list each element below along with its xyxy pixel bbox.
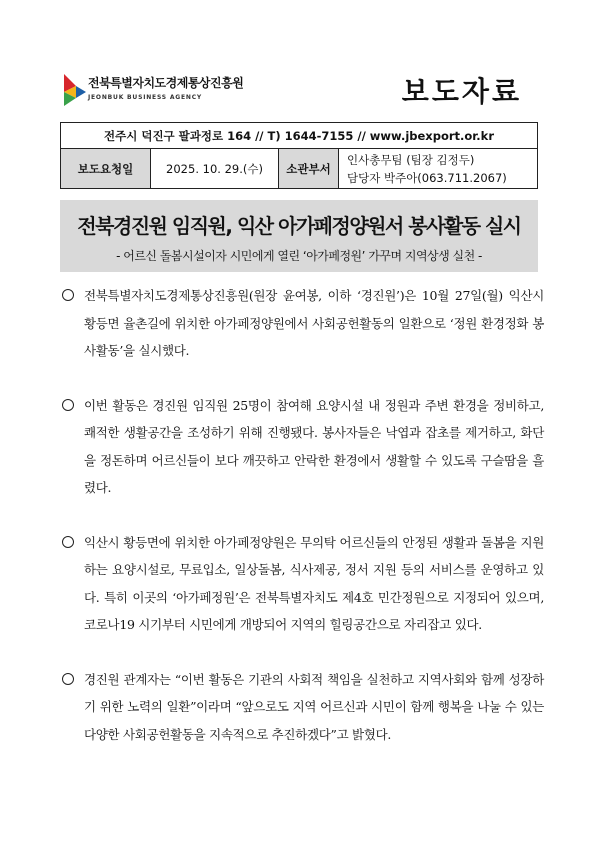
article-body [62,282,544,775]
org-name-korean: 전북특별자치도경제통상진흥원 [88,76,244,90]
circle-bullet-icon [62,536,74,548]
circle-bullet-icon [62,399,74,411]
org-name-english: JEONBUK BUSINESS AGENCY [88,94,203,101]
circle-bullet-icon [62,289,74,301]
press-release-title: 보도자료 [401,75,522,108]
paragraph [62,529,544,639]
organization-name [88,74,243,101]
paragraph-text: 이번 활동은 경진원 임직원 25명이 참여해 요양시설 내 정원과 주변 환경을 정비하고, 쾌적한 생활공간을 조성하기 위해 진행됐다. 봉사자들은 낙엽과 잡초를 제거하고, 화단을 정돈하며 어르신들이 보다 깨끗하고 안락한 환경에서 생활할 수 있도록 구슬땀을 흘렸다. [84,397,544,495]
headline-box [60,200,538,272]
press-header [60,68,540,112]
department-contact-person: 담당자 박주아(063.711.2067) [347,170,507,185]
department-contact [339,149,538,189]
request-date-label: 보도요청일 [61,149,151,189]
paragraph-text: 경진원 관계자는 “이번 활동은 기관의 사회적 책임을 실천하고 지역사회와 함께 성장하기 위한 노력의 일환”이라며 “앞으로도 지역 어르신과 시민이 함께 행복을 나눌 수 있는 다양한 사회공헌활동을 지속적으로 추진하겠다”고 밝혔다. [84,671,544,742]
contact-info-table [60,122,538,189]
paragraph-text: 익산시 황등면에 위치한 아가페정양원은 무의탁 어르신들의 안정된 생활과 돌봄을 지원하는 요양시설로, 무료입소, 일상돌봄, 식사제공, 정서 지원 등의 서비스를 운영하고 있다. 특히 이곳의 ‘아가페정원’은 전북특별자치도 제4호 민간정원으로 지정되어 있으며, 코로나19 시기부터 시민에게 개방되어 지역의 힐링공간으로 자리잡고 있다. [84,534,544,632]
department-label: 소관부서 [279,149,339,189]
headline-subtitle: - 어르신 돌봄시설이자 시민에게 열린 ‘아가페정원’ 가꾸며 지역상생 실천 - [116,249,482,263]
address-line: 전주시 덕진구 팔과정로 164 // T) 1644-7155 // www.jbexport.or.kr [61,123,538,149]
request-date: 2025. 10. 29.(수) [151,149,279,189]
paragraph-text: 전북특별자치도경제통상진흥원(원장 윤여봉, 이하 ‘경진원’)은 10월 27일(월) 익산시 황등면 율촌길에 위치한 아가페정양원에서 사회공헌활동의 일환으로 ‘정원 환경정화 봉사활동’을 실시했다. [84,288,544,358]
department-team: 인사총무팀 (팀장 김정두) [347,152,475,167]
headline-title: 전북경진원 임직원, 익산 아가페정양원서 봉사활동 실시 [77,214,521,238]
circle-bullet-icon [62,673,74,685]
paragraph [62,392,544,502]
paragraph [62,282,544,365]
paragraph [62,666,544,749]
